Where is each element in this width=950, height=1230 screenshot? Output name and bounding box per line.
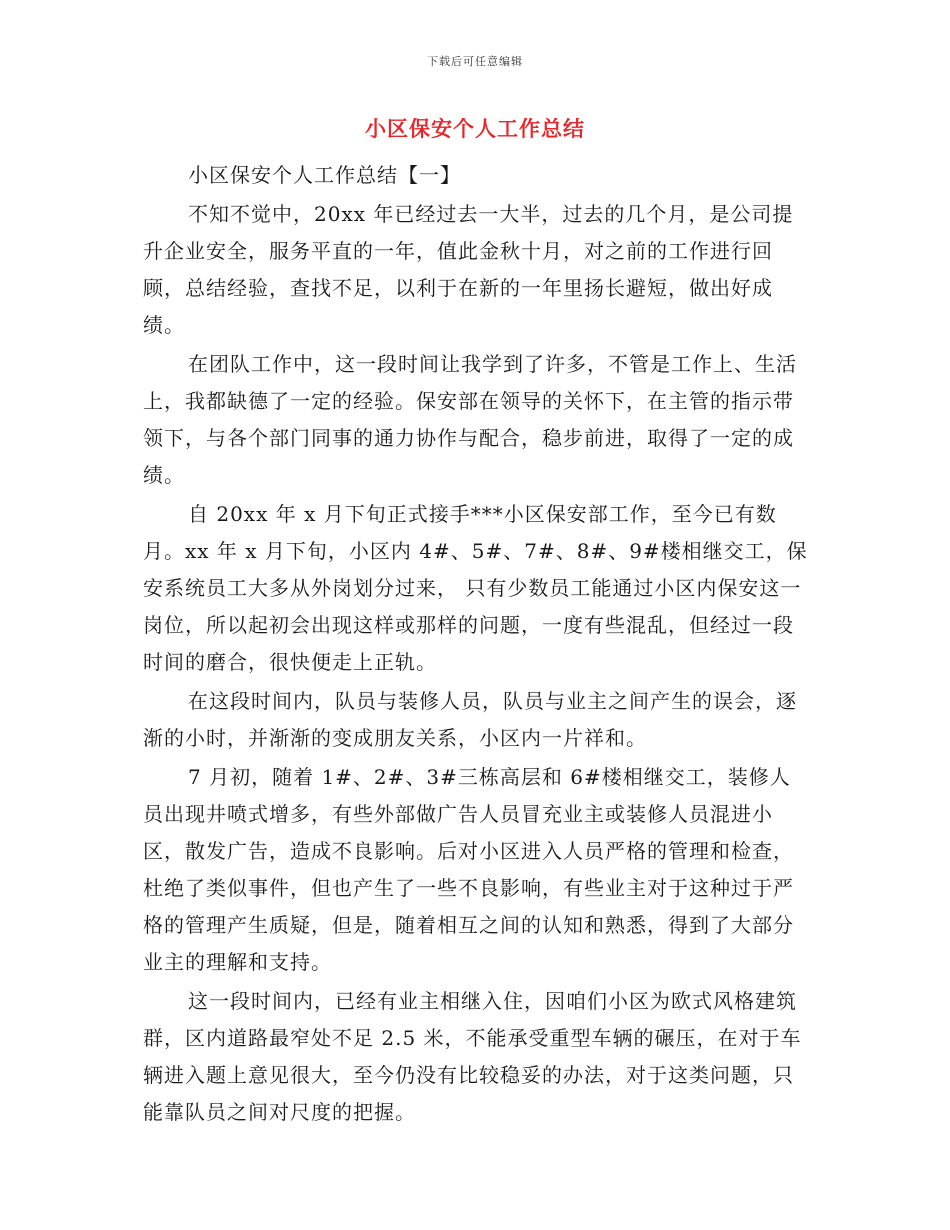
document-title: 小区保安个人工作总结 — [365, 117, 585, 141]
paragraph: 在这段时间内，队员与装修人员，队员与业主之间产生的误会，逐渐的小时，并渐渐的变成朋友关系，小区内一片祥和。 — [143, 689, 797, 750]
document-body — [143, 157, 810, 1131]
header-note: 下载后可任意编辑 — [427, 55, 523, 68]
paragraph: 不知不觉中，20xx 年已经过去一大半，过去的几个月，是公司提升企业安全，服务平直的一年，值此金秋十月，对之前的工作进行回顾，总结经验，查找不足，以利于在新的一年里扬长避短，做出好成绩。 — [143, 202, 794, 337]
paragraph: 自 20xx 年 x 月下旬正式接手***小区保安部工作，至今已有数月。xx 年 x 月下旬，小区内 4#、5#、7#、8#、9#楼相继交工，保安系统员工大多从外岗划分过来， 只有少数员工能通过小区内保安这一岗位，所以起初会出现这样或那样的问题，一度有些混乱，但经过一段时间的磨合，很快便走上正轨。 — [143, 502, 808, 674]
section-heading: 小区保安个人工作总结【一】 — [188, 163, 461, 187]
paragraph: 7 月初，随着 1#、2#、3#三栋高层和 6#楼相继交工，装修人员出现井喷式增多，有些外部做广告人员冒充业主或装修人员混进小区，散发广告，造成不良影响。后对小区进入人员严格的管理和检查，杜绝了类似事件，但也产生了一些不良影响，有些业主对于这种过于严格的管理产生质疑，但是，随着相互之间的认知和熟悉，得到了大部分业主的理解和支持。 — [143, 765, 794, 974]
paragraph: 这一段时间内，已经有业主相继入住，因咱们小区为欧式风格建筑群，区内道路最窄处不足 2.5 米，不能承受重型车辆的碾压，在对于车辆进入题上意见很大，至今仍没有比较稳妥的办法，对于这类问题，只能靠队员之间对尺度的把握。 — [143, 989, 802, 1124]
paragraph: 在团队工作中，这一段时间让我学到了许多，不管是工作上、生活上，我都缺德了一定的经验。保安部在领导的关怀下，在主管的指示带领下，与各个部门同事的通力协作与配合，稳步前进，取得了一定的成绩。 — [143, 352, 797, 487]
